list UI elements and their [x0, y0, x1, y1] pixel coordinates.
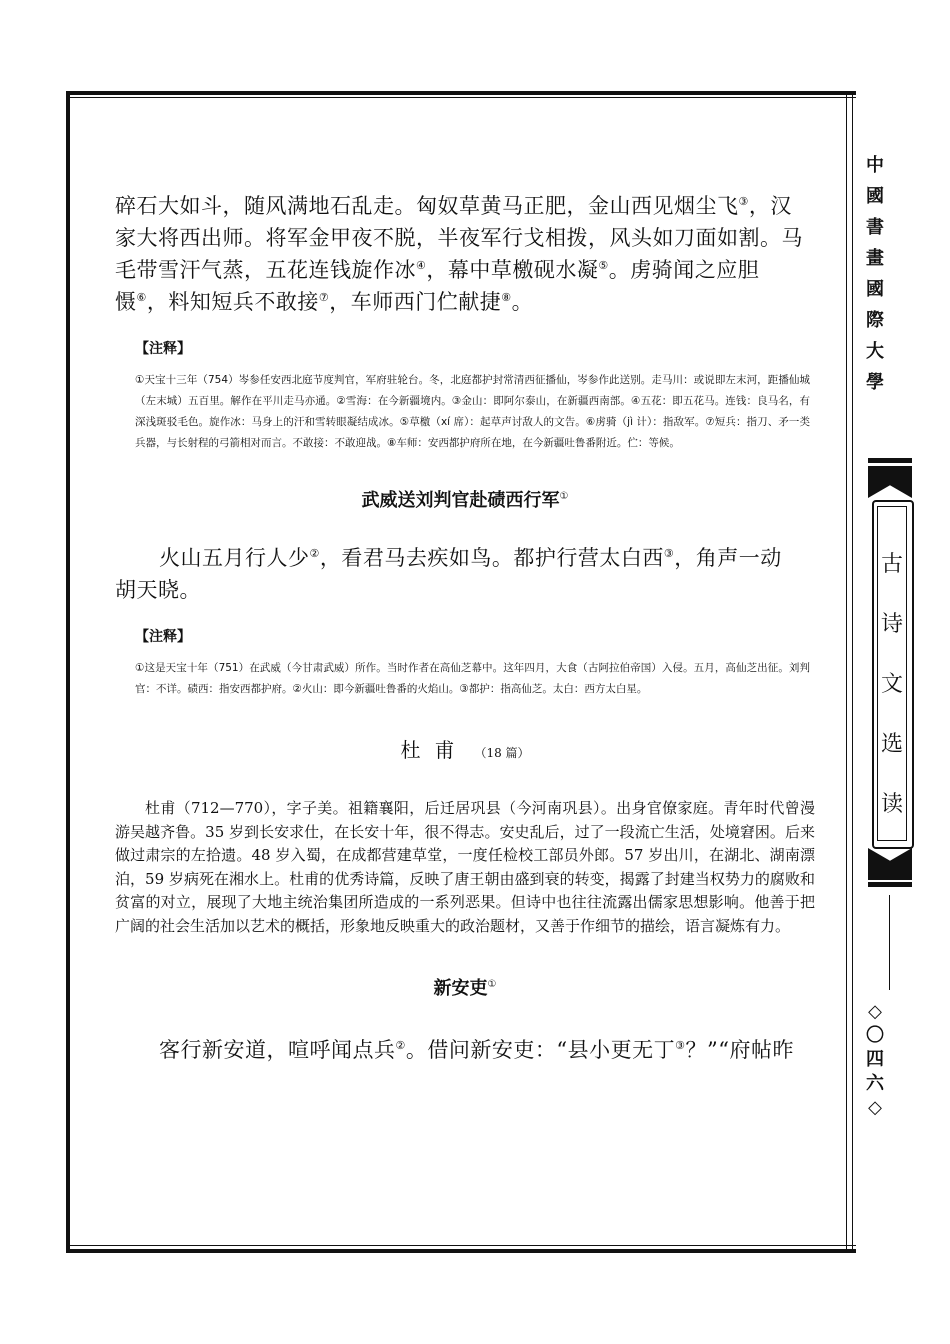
piece-count: （18 篇） [474, 746, 530, 760]
poem-continuation: 碎石大如斗，随风满地石乱走。匈奴草黄马正肥，金山西见烟尘飞③，汉 家大将西出师。将军金甲夜不脱，半夜军行戈相拨，风头如刀面如割。马 毛带雪汗气蒸，五花连钱旋作冰④，幕中草檄砚水凝⑤。虏骑闻之应胆 慑⑥，料知短兵不敢接⑦，车师西门伫献捷⑧。 [115, 190, 815, 318]
frame-bottom-thin-rule [66, 1245, 856, 1246]
frame-bottom-rule [66, 1249, 856, 1253]
poem-text: 客行新安道，喧呼闻点兵 [159, 1038, 396, 1062]
footnote-marker: ③ [738, 195, 749, 208]
frame-right-rule [846, 91, 847, 1253]
note-title: 【注释】 [135, 341, 191, 357]
page-content: 碎石大如斗，随风满地石乱走。匈奴草黄马正肥，金山西见烟尘飞③，汉 家大将西出师。将军金甲夜不脱，半夜军行戈相拨，风头如刀面如割。马 毛带雪汗气蒸，五花连钱旋作冰④，幕中草檄砚水凝⑤。虏骑闻之应胆 慑⑥，料知短兵不敢接⑦，车师西门伫献捷⑧。 【注释】 ①天宝十三年（754）岑参任安西北庭节度判官，军府驻轮台。冬，北庭都护封常清西征播仙，岑参作此送别。走马川：或说即左末河，距播仙城（左末城）五百里。解作在平川走马亦通。②雪海：在今新疆境内。③金山：即阿尔泰山，在新疆西南部。④五花：即五花马。连钱：良马名，有深浅斑驳毛色。旋作冰：马身上的汗和雪转眼凝结成冰。⑤草檄（xí 席）：起草声讨敌人的文告。⑥虏骑（jì 计）：指敌军。⑦短兵：指刀、矛一类兵器，与长射程的弓箭相对而言。不敢接：不敢迎战。⑧车师：安西都护府所在地，在今新疆吐鲁番附近。伫：等候。 武威送刘判官赴碛西行军① 火山五月行人少②，看君马去疾如鸟。都护行营太白西③，角声一动 胡天晓。 【注释】 ①这是天宝十年（751）在武威（今甘肃武威）所作。当时作者在高仙芝幕中。这年四月，大食（古阿拉伯帝国）入侵。五月，高仙芝出征。刘判官：不详。碛西：指安西都护府。②火山：即今新疆吐鲁番的火焰山。③都护：指高仙芝。太白：西方太白星。 杜甫 （18 篇） 杜甫（712—770），字子美。祖籍襄阳，后迁居巩县（今河南巩县）。出身官僚家庭。青年时代曾漫游吴越齐鲁。35 岁到长安求仕，在长安十年，很不得志。安史乱后，过了一段流亡生活，处境窘困。后来做过肃宗的左拾遗。48 岁入蜀，在成都营建草堂，一度任检校工部员外郎。57 岁出川，在湖北、湖南漂泊，59 岁病死在湘水上。杜甫的优秀诗篇，反映了唐王朝由盛到衰的转变，揭露了封建当权势力的腐败和贫富的对立，展现了大地主统治集团所造成的一系列恶果。但诗中也往往流露出儒家思想影响。他善于把广阔的社会生活加以艺术的概括，形象地反映重大的政治题材，又善于作细节的描绘，语言凝炼有力。 新安吏① 客行新安道，喧呼闻点兵②。借问新安吏：“县小更无丁③？”“府帖昨 [115, 190, 815, 1066]
poem-line: 毛带雪汗气蒸，五花连钱旋作冰 [115, 258, 416, 282]
school-name-vertical: 中國書畫國際大學 [866, 155, 884, 393]
note-title: 【注释】 [135, 629, 191, 645]
poem-line: 家大将西出师。将军金甲夜不脱，半夜军行戈相拨，风头如刀面如割。马 [115, 226, 803, 250]
poem-line: 慑 [115, 290, 137, 314]
band-top-ornament [868, 466, 912, 498]
band-bottom-ornament [868, 848, 912, 880]
poem-line: 胡天晓。 [115, 578, 201, 602]
frame-right-rule-2 [852, 91, 853, 1253]
author-name: 杜甫 [400, 738, 469, 762]
note-text: ①这是天宝十年（751）在武威（今甘肃武威）所作。当时作者在高仙芝幕中。这年四月，大食（古阿拉伯帝国）入侵。五月，高仙芝出征。刘判官：不详。碛西：指安西都护府。②火山：即今新疆吐鲁番的火焰山。③都护：指高仙芝。太白：西方太白星。 [135, 662, 810, 695]
poem-title: 武威送刘判官赴碛西行军 [361, 490, 560, 511]
frame-top-thin-rule [66, 97, 856, 98]
frame-left-rule [66, 91, 70, 1253]
book-title-vertical: 古诗文选读 [880, 552, 903, 817]
poem-text: 火山五月行人少 [159, 546, 310, 570]
poem-line: 碎石大如斗，随风满地石乱走。匈奴草黄马正肥，金山西见烟尘飞 [115, 194, 739, 218]
band-bottom-bar [868, 882, 912, 887]
poem-title: 新安吏 [433, 978, 488, 999]
note-text: ①天宝十三年（754）岑参任安西北庭节度判官，军府驻轮台。冬，北庭都护封常清西征播仙，岑参作此送别。走马川：或说即左末河，距播仙城（左末城）五百里。解作在平川走马亦通。②雪海：在今新疆境内。③金山：即阿尔泰山，在新疆西南部。④五花：即五花马。连钱：良马名，有深浅斑驳毛色。旋作冰：马身上的汗和雪转眼凝结成冰。⑤草檄（xí 席）：起草声讨敌人的文告。⑥虏骑（jì 计）：指敌军。⑦短兵：指刀、矛一类兵器，与长射程的弓箭相对而言。不敢接：不敢迎战。⑧车师：安西都护府所在地，在今新疆吐鲁番附近。伫：等候。 [135, 374, 810, 449]
band-top-bar [868, 458, 912, 463]
frame-top-rule [66, 91, 856, 95]
author-bio: 杜甫（712—770），字子美。祖籍襄阳，后迁居巩县（今河南巩县）。出身官僚家庭。青年时代曾漫游吴越齐鲁。35 岁到长安求仕，在长安十年，很不得志。安史乱后，过了一段流亡生活，处境窘困。后来做过肃宗的左拾遗。48 岁入蜀，在成都营建草堂，一度任检校工部员外郎。57 岁出川，在湖北、湖南漂泊，59 岁病死在湘水上。杜甫的优秀诗篇，反映了唐王朝由盛到衰的转变，揭露了封建当权势力的腐败和贫富的对立，展现了大地主统治集团所造成的一系列恶果。但诗中也往往流露出儒家思想影响。他善于把广阔的社会生活加以艺术的概括，形象地反映重大的政治题材，又善于作细节的描绘，语言凝炼有力。 [115, 799, 815, 935]
sidebar-divider [889, 895, 890, 990]
page-number-vertical: ◇〇四六◇ [866, 1001, 884, 1118]
